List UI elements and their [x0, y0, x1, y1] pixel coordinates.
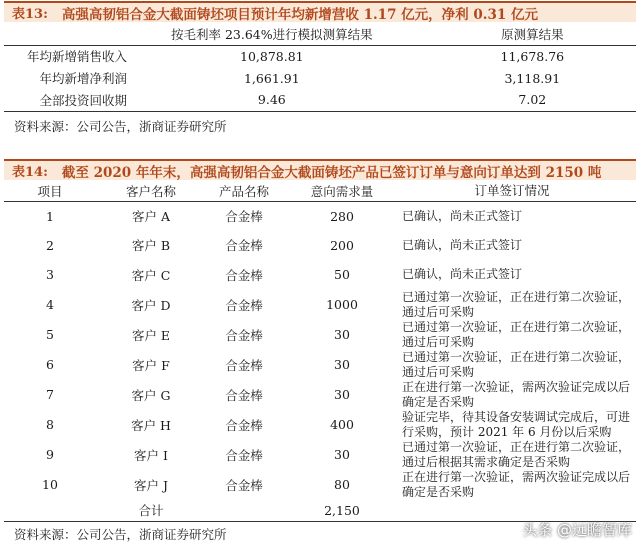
table-row	[4, 89, 636, 111]
intended-quantity: 30	[334, 447, 350, 462]
intended-quantity: 1000	[326, 297, 358, 312]
header-status: 订单签订情况	[388, 181, 636, 201]
product-name: 合金棒	[225, 267, 263, 283]
table14-source: 资料来源：公司公告，浙商证券研究所	[14, 527, 227, 542]
table14-title: 截至 2020 年年末，高强高韧铝合金大截面铸坯产品已签订订单与意向订单达到 2150 吨	[61, 164, 602, 181]
table-row	[4, 45, 636, 67]
row-label: 全部投资回收期	[4, 89, 171, 111]
header-quantity: 意向需求量	[296, 181, 388, 201]
order-status: 已通过第一次验证，正在进行第二次验证，通过后可采购	[402, 289, 631, 319]
product-name: 合金棒	[225, 417, 263, 433]
table14-title-bar	[4, 159, 636, 180]
order-status: 验证完毕，待其设备安装调试完成后，可进行采购，预计 2021 年 6 月份以后采购	[402, 409, 631, 439]
table-row	[4, 470, 636, 500]
order-status: 已确认，尚未正式签订	[402, 237, 523, 252]
customer-name: 客户 D	[131, 297, 171, 313]
item-number: 1	[46, 208, 54, 224]
table13-header-cell	[4, 23, 171, 45]
product-name: 合金棒	[225, 447, 263, 463]
simulated-value: 1,661.91	[243, 70, 300, 86]
intended-quantity: 200	[330, 237, 354, 253]
customer-name: 客户 B	[131, 238, 171, 254]
table-row	[4, 201, 636, 231]
original-value: 11,678.76	[500, 48, 565, 64]
table13-header-cell: 按毛利率 23.64%进行模拟测算结果	[171, 23, 373, 45]
header-customer: 客户名称	[96, 181, 192, 201]
table-row	[4, 260, 636, 290]
table14-number: 表14:	[12, 165, 48, 180]
item-number: 8	[46, 417, 54, 432]
item-number: 7	[46, 387, 54, 402]
table-row	[4, 410, 636, 440]
row-label: 年均新增净利润	[39, 71, 127, 86]
simulated-value: 9.46	[171, 89, 373, 111]
customer-name: 客户 G	[131, 387, 171, 403]
customer-name: 客户 F	[132, 357, 170, 373]
customer-name: 客户 E	[131, 327, 171, 343]
product-name: 合金棒	[225, 238, 263, 254]
item-number: 5	[46, 327, 54, 342]
total-label: 合计	[96, 500, 192, 522]
item-number: 4	[46, 297, 54, 312]
intended-quantity: 80	[334, 477, 350, 492]
header-product: 产品名称	[192, 181, 296, 201]
item-number: 10	[42, 477, 58, 492]
table-row	[4, 290, 636, 320]
intended-quantity: 50	[334, 267, 350, 283]
table13-header-cell: 原测算结果	[373, 23, 636, 45]
table14-header-row	[4, 181, 636, 201]
table-row	[4, 67, 636, 89]
simulated-value: 10,878.81	[240, 48, 304, 64]
table13	[4, 23, 636, 112]
customer-name: 客户 H	[131, 417, 171, 433]
product-name: 合金棒	[225, 209, 263, 224]
intended-quantity: 30	[334, 327, 350, 342]
intended-quantity: 280	[330, 208, 354, 224]
watermark: 头条 @远瞻智库	[522, 521, 632, 539]
item-number: 9	[46, 447, 54, 462]
table-row	[4, 440, 636, 470]
table-row	[4, 231, 636, 261]
intended-quantity: 30	[334, 387, 350, 402]
table13-source: 资料来源：公司公告，浙商证券研究所	[14, 119, 227, 134]
header-item: 项目	[4, 181, 96, 201]
product-name: 合金棒	[225, 327, 263, 343]
table13-number: 表13:	[12, 7, 48, 22]
intended-quantity: 30	[334, 357, 350, 372]
table-row	[4, 380, 636, 410]
product-name: 合金棒	[225, 357, 263, 373]
order-status: 已通过第一次验证，正在进行第二次验证，通过后可采购	[402, 319, 631, 349]
order-status: 已确认，尚未正式签订	[402, 208, 523, 223]
product-name: 合金棒	[225, 387, 263, 403]
table13-title-bar	[4, 1, 636, 22]
original-value: 3,118.91	[504, 70, 561, 86]
table14	[4, 181, 636, 522]
table13-title: 高强高韧铝合金大截面铸坯项目预计年均新增营收 1.17 亿元，净利 0.31 亿元	[61, 6, 538, 23]
order-status: 正在进行第一次验证，需两次验证完成以后确定是否采购	[402, 469, 631, 499]
original-value: 7.02	[373, 89, 636, 111]
table-row	[4, 320, 636, 350]
customer-name: 客户 I	[134, 447, 168, 463]
intended-quantity: 400	[330, 417, 354, 432]
order-status: 已通过第一次验证，正在进行第二次验证，通过后可采购	[402, 349, 631, 379]
order-status: 已确认，尚未正式签订	[402, 267, 523, 282]
customer-name: 客户 A	[131, 209, 170, 224]
item-number: 6	[46, 357, 54, 372]
total-quantity: 2,150	[296, 500, 388, 522]
table-row	[4, 350, 636, 380]
customer-name: 客户 C	[131, 267, 171, 283]
item-number: 2	[46, 237, 54, 253]
customer-name: 客户 J	[134, 477, 168, 493]
product-name: 合金棒	[225, 477, 263, 493]
order-status: 已通过第一次验证，正在进行第二次验证，通过后根据其需求确定是否采购	[402, 439, 631, 469]
order-status: 正在进行第一次验证，需两次验证完成以后确定是否采购	[402, 379, 631, 409]
item-number: 3	[46, 267, 54, 283]
product-name: 合金棒	[225, 297, 263, 313]
row-label: 年均新增销售收入	[26, 49, 127, 65]
table13-header-row	[4, 23, 636, 45]
